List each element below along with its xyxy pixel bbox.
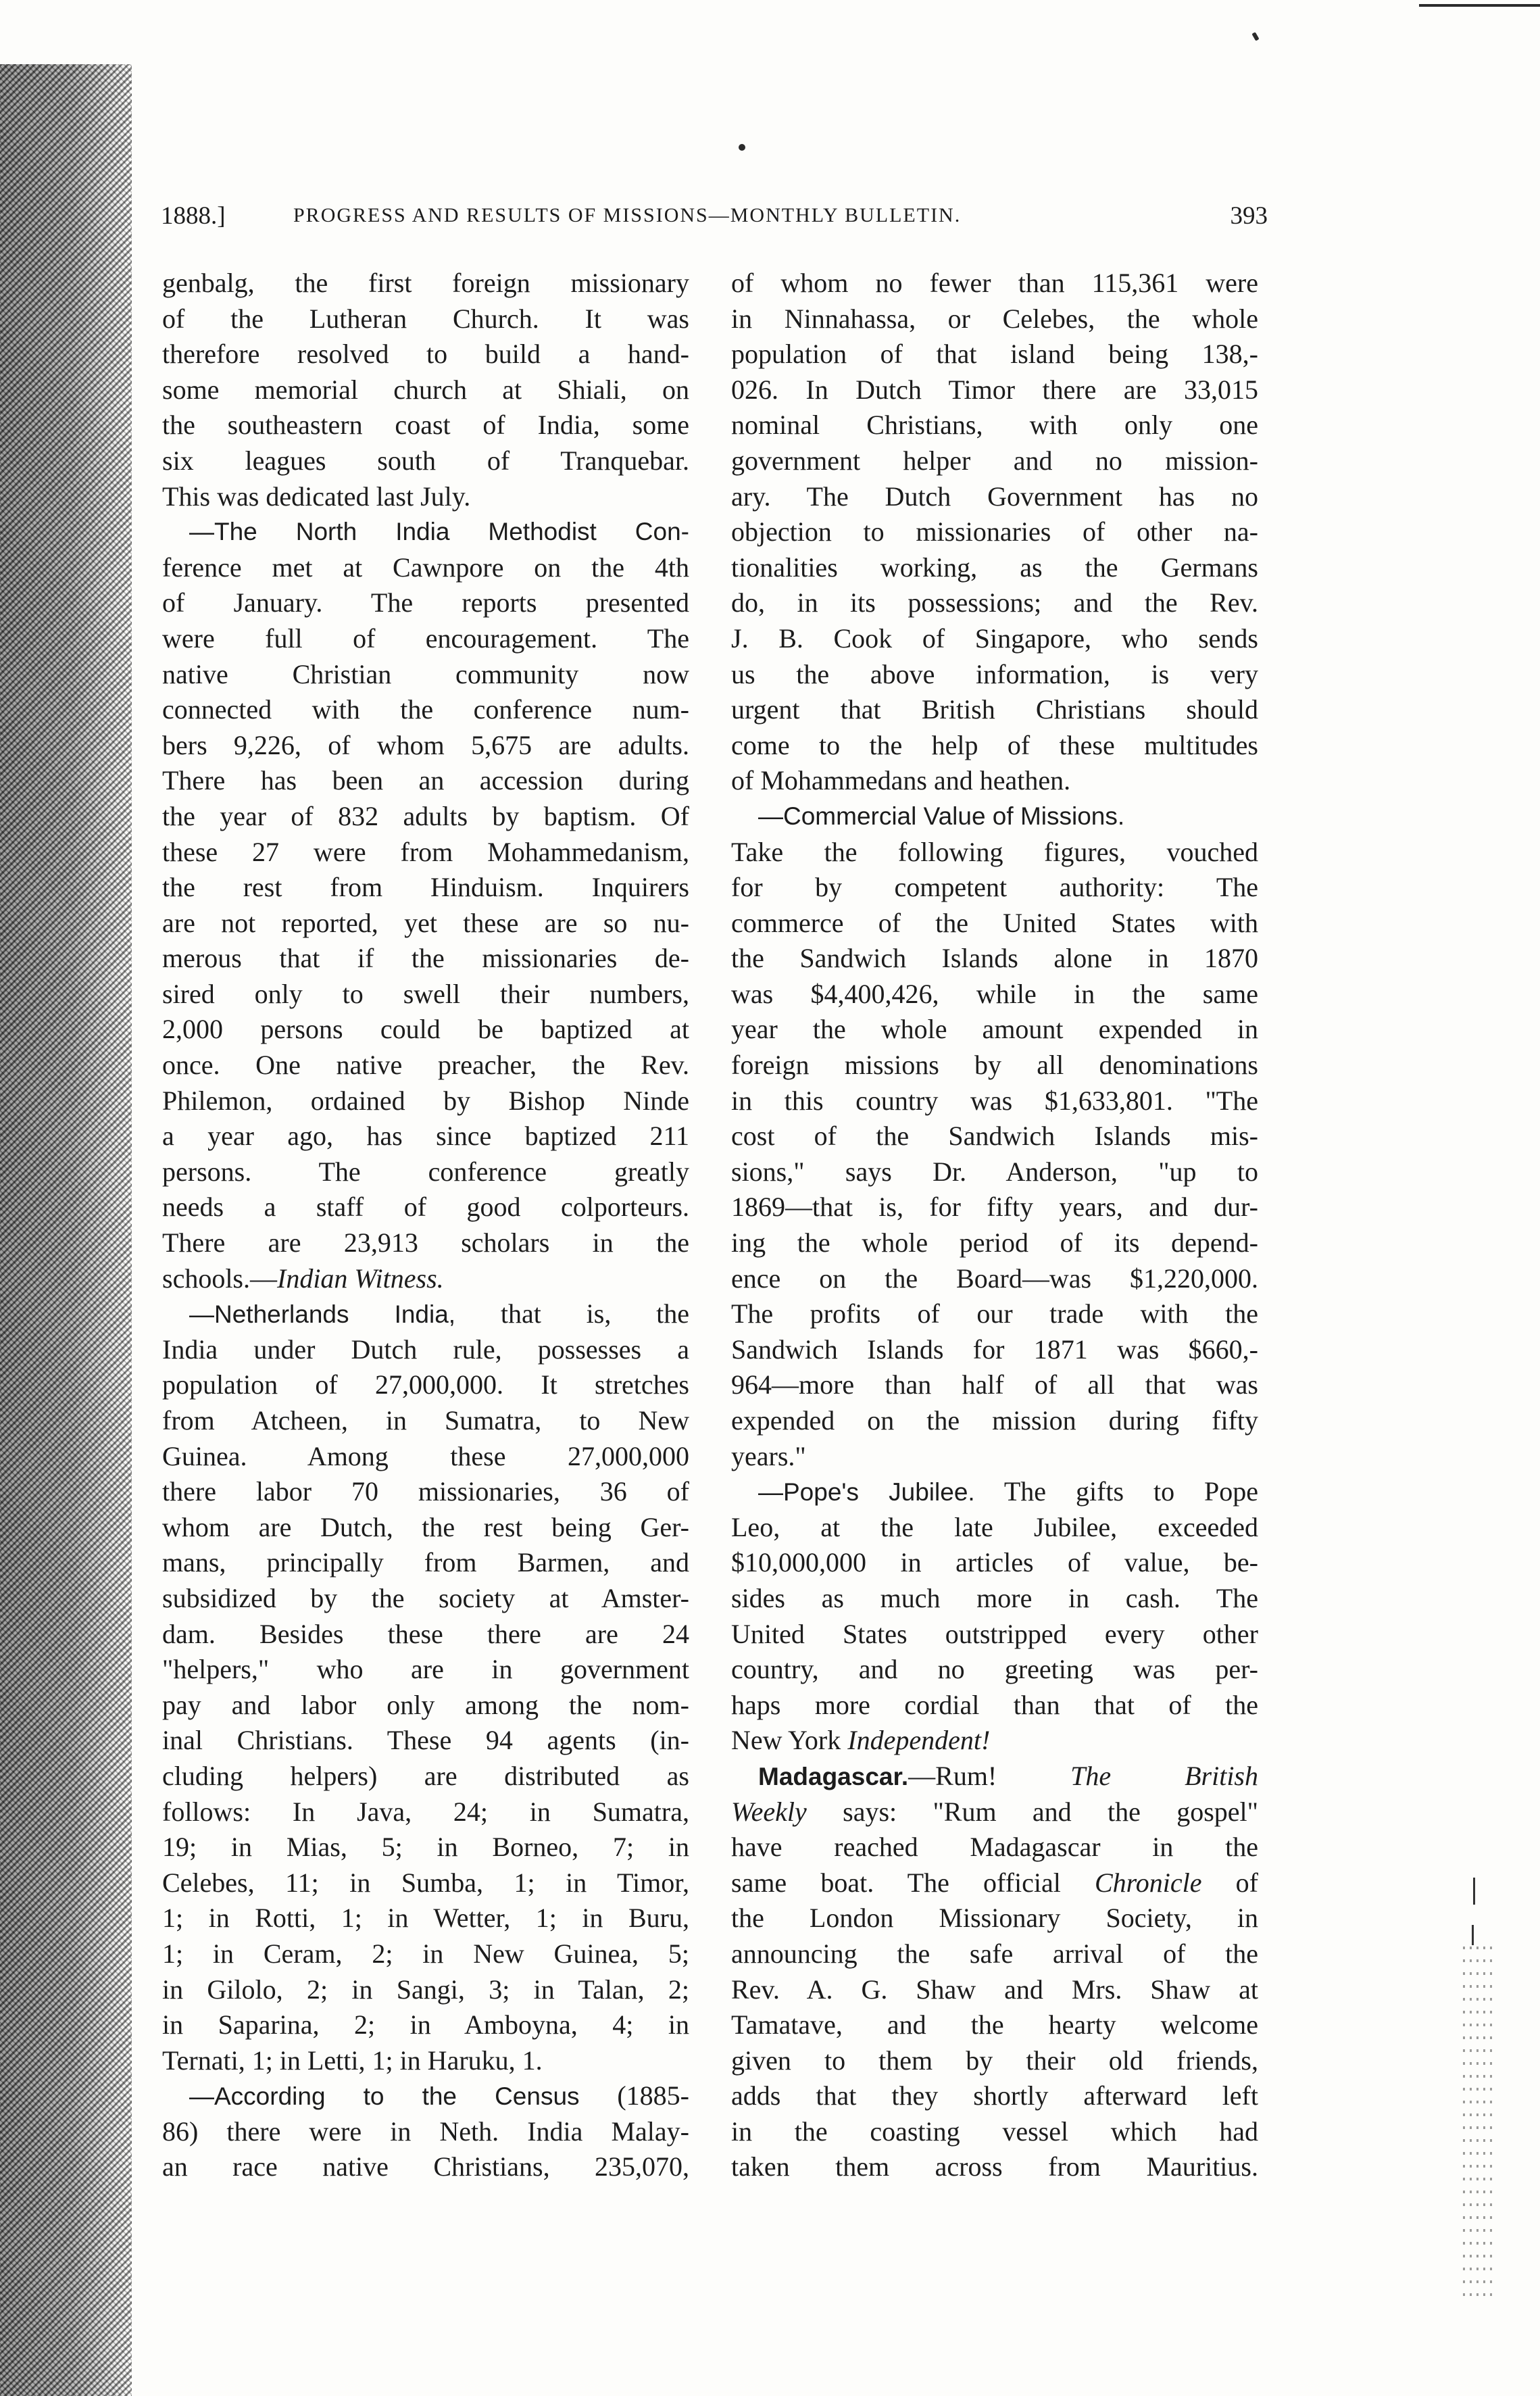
text-line: expended on the mission during fifty	[731, 1405, 1258, 1436]
section-heading-popes-jubilee: —Pope's Jubilee.	[758, 1478, 975, 1507]
text-line: are not reported, yet these are so nu-	[162, 907, 689, 938]
text-line-citation	[162, 1261, 689, 1297]
text-line: nominal Christians, with only one	[731, 410, 1258, 441]
text-line: Leo, at the late Jubilee, exceeded	[731, 1511, 1258, 1542]
text-line: connected with the conference num-	[162, 694, 689, 725]
text-line: 964—more than half of all that was	[731, 1369, 1258, 1400]
scan-margin-mark	[1473, 1878, 1475, 1905]
text-line: sions," says Dr. Anderson, "up to	[731, 1156, 1258, 1187]
text-line: a year ago, has since baptized 211	[162, 1121, 689, 1152]
scan-margin-noise	[1463, 1947, 1497, 2298]
text-line: objection to missionaries of other na-	[731, 516, 1258, 547]
text-line: subsidized by the society at Amster-	[162, 1582, 689, 1613]
text-line: us the above information, is very	[731, 658, 1258, 689]
text-run: (1885-	[579, 2080, 689, 2111]
text-line: The profits of our trade with the	[731, 1298, 1258, 1329]
scan-speck	[1251, 32, 1259, 41]
text-line: Ternati, 1; in Letti, 1; in Haruku, 1.	[162, 2045, 543, 2076]
text-line-section-start	[162, 1296, 689, 1332]
text-line-citation	[731, 1865, 1258, 1901]
text-run: says: "Rum and the gospel"	[806, 1796, 1258, 1827]
text-line: dam. Besides these there are 24	[162, 1618, 689, 1649]
text-line: of January. The reports presented	[162, 587, 689, 618]
text-line: there labor 70 missionaries, 36 of	[162, 1476, 689, 1507]
text-line: Rev. A. G. Shaw and Mrs. Shaw at	[731, 1974, 1258, 2005]
text-line: persons. The conference greatly	[162, 1156, 689, 1187]
text-line: cost of the Sandwich Islands mis-	[731, 1121, 1258, 1152]
text-line: 2,000 persons could be baptized at	[162, 1014, 689, 1045]
text-line: 19; in Mias, 5; in Borneo, 7; in	[162, 1832, 689, 1863]
right-column	[731, 266, 1258, 2185]
text-line: the rest from Hinduism. Inquirers	[162, 872, 689, 903]
text-line: pay and labor only among the nom-	[162, 1689, 689, 1720]
text-line: come to the help of these multitudes	[731, 729, 1258, 760]
section-heading-commercial-value: —Commercial Value of Missions.	[758, 802, 1125, 830]
text-line: cluding helpers) are distributed as	[162, 1760, 689, 1791]
text-line: in Ninnahassa, or Celebes, the whole	[731, 303, 1258, 334]
text-run: of	[1201, 1867, 1258, 1898]
text-line: follows: In Java, 24; in Sumatra,	[162, 1796, 689, 1827]
text-line: the year of 832 adults by baptism. Of	[162, 800, 689, 831]
text-line: There has been an accession during	[162, 765, 689, 796]
text-line-citation	[731, 1723, 1258, 1759]
text-line: whom are Dutch, the rest being Ger-	[162, 1511, 689, 1542]
text-line: This was dedicated last July.	[162, 481, 471, 512]
text-line: 1869—that is, for fifty years, and dur-	[731, 1192, 1258, 1223]
text-line: an race native Christians, 235,070,	[162, 2151, 689, 2182]
section-heading-netherlands-india: —Netherlands India,	[189, 1300, 456, 1329]
text-line: sired only to swell their numbers,	[162, 978, 689, 1009]
text-run: —Rum!	[908, 1760, 1071, 1791]
text-line: population of 27,000,000. It stretches	[162, 1369, 689, 1400]
text-line: India under Dutch rule, possesses a	[162, 1334, 689, 1365]
text-line: foreign missions by all denominations	[731, 1050, 1258, 1081]
text-line: year the whole amount expended in	[731, 1014, 1258, 1045]
citation-source-weekly: Weekly	[731, 1796, 807, 1827]
text-line: inal Christians. These 94 agents (in-	[162, 1725, 689, 1756]
header-year: 1888.]	[161, 202, 226, 230]
text-line: given to them by their old friends,	[731, 2045, 1258, 2076]
text-line: mans, principally from Barmen, and	[162, 1547, 689, 1578]
running-head	[161, 201, 1268, 242]
citation-prefix: schools.—	[162, 1263, 277, 1294]
text-line: Guinea. Among these 27,000,000	[162, 1440, 689, 1471]
text-line: haps more cordial than that of the	[731, 1689, 1258, 1720]
citation-source-indian-witness: Indian Witness.	[277, 1263, 444, 1294]
section-heading-madagascar: Madagascar.	[758, 1762, 909, 1790]
text-line: merous that if the missionaries de-	[162, 943, 689, 974]
scan-top-rule	[1419, 4, 1540, 7]
text-line: genbalg, the first foreign missionary	[162, 268, 689, 298]
left-column	[162, 266, 689, 2185]
text-line: ference met at Cawnpore on the 4th	[162, 552, 689, 583]
text-line: country, and no greeting was per-	[731, 1654, 1258, 1685]
text-line: 1; in Ceram, 2; in New Guinea, 5;	[162, 1938, 689, 1969]
text-line: from Atcheen, in Sumatra, to New	[162, 1405, 689, 1436]
text-line-section-start	[731, 1474, 1258, 1510]
text-line: for by competent authority: The	[731, 872, 1258, 903]
text-line: commerce of the United States with	[731, 907, 1258, 938]
text-line-section-start	[731, 1759, 1258, 1794]
text-line: in this country was $1,633,801. "The	[731, 1085, 1258, 1116]
text-line: in Gilolo, 2; in Sangi, 3; in Talan, 2;	[162, 1974, 689, 2005]
text-line: adds that they shortly afterward left	[731, 2080, 1258, 2111]
text-line: in the coasting vessel which had	[731, 2116, 1258, 2147]
section-heading-census: —According to the Census	[189, 2082, 580, 2111]
header-title: PROGRESS AND RESULTS OF MISSIONS—MONTHLY BULLETIN.	[293, 204, 962, 226]
text-line: government helper and no mission-	[731, 445, 1258, 476]
text-line: 1; in Rotti, 1; in Wetter, 1; in Buru,	[162, 1903, 689, 1934]
scanned-binding-edge	[0, 64, 132, 2396]
text-line: these 27 were from Mohammedanism,	[162, 836, 689, 867]
scan-margin-mark	[1472, 1925, 1474, 1945]
text-line: Philemon, ordained by Bishop Ninde	[162, 1085, 689, 1116]
text-line-citation	[731, 1794, 1258, 1830]
text-line: do, in its possessions; and the Rev.	[731, 587, 1258, 618]
text-line: ing the whole period of its depend-	[731, 1227, 1258, 1258]
text-line: six leagues south of Tranquebar.	[162, 445, 689, 476]
text-line: needs a staff of good colporteurs.	[162, 1192, 689, 1223]
text-run: same boat. The official	[731, 1867, 1095, 1898]
text-line: 026. In Dutch Timor there are 33,015	[731, 374, 1258, 405]
text-line: some memorial church at Shiali, on	[162, 374, 689, 405]
text-line: urgent that British Christians should	[731, 694, 1258, 725]
text-line: taken them across from Mauritius.	[731, 2151, 1258, 2182]
text-line: the London Missionary Society, in	[731, 1903, 1258, 1934]
text-line: tionalities working, as the Germans	[731, 552, 1258, 583]
text-run: The gifts to Pope	[974, 1476, 1258, 1507]
text-line: United States outstripped every other	[731, 1618, 1258, 1649]
text-line: of Mohammedans and heathen.	[731, 765, 1071, 796]
text-line: of the Lutheran Church. It was	[162, 303, 689, 334]
text-line: sides as much more in cash. The	[731, 1582, 1258, 1613]
text-line: in Saparina, 2; in Amboyna, 4; in	[162, 2009, 689, 2040]
text-line: the southeastern coast of India, some	[162, 410, 689, 441]
text-line: "helpers," who are in government	[162, 1654, 689, 1685]
scan-speck	[739, 144, 745, 151]
text-line: the Sandwich Islands alone in 1870	[731, 943, 1258, 974]
text-line: Tamatave, and the hearty welcome	[731, 2009, 1258, 2040]
text-line: therefore resolved to build a hand-	[162, 339, 689, 370]
text-line: Celebes, 11; in Sumba, 1; in Timor,	[162, 1867, 689, 1898]
text-line: ence on the Board—was $1,220,000.	[731, 1263, 1258, 1294]
text-run: that is, the	[455, 1298, 689, 1329]
citation-source-chronicle: Chronicle	[1095, 1867, 1202, 1898]
text-line: was $4,400,426, while in the same	[731, 978, 1258, 1009]
text-run: New York	[731, 1725, 848, 1756]
text-line: announcing the safe arrival of the	[731, 1938, 1258, 1969]
citation-source-british: The British	[1070, 1760, 1258, 1791]
text-line: of whom no fewer than 115,361 were	[731, 268, 1258, 298]
text-line: years."	[731, 1440, 806, 1471]
text-line: bers 9,226, of whom 5,675 are adults.	[162, 729, 689, 760]
text-line: $10,000,000 in articles of value, be-	[731, 1547, 1258, 1578]
text-line-section-start	[162, 2078, 689, 2114]
text-line: Take the following figures, vouched	[731, 836, 1258, 867]
text-line: native Christian community now	[162, 658, 689, 689]
section-heading-north-india: —The North India Methodist Con-	[189, 518, 689, 546]
text-line: There are 23,913 scholars in the	[162, 1227, 689, 1258]
text-line: Sandwich Islands for 1871 was $660,-	[731, 1334, 1258, 1365]
text-line: have reached Madagascar in the	[731, 1832, 1258, 1863]
text-line: 86) there were in Neth. India Malay-	[162, 2116, 689, 2147]
text-line: once. One native preacher, the Rev.	[162, 1050, 689, 1081]
text-line: were full of encouragement. The	[162, 622, 689, 654]
text-line: ary. The Dutch Government has no	[731, 481, 1258, 512]
page-number: 393	[1230, 202, 1268, 230]
text-line: population of that island being 138,-	[731, 339, 1258, 370]
citation-source-independent: Independent!	[847, 1725, 991, 1756]
text-line: J. B. Cook of Singapore, who sends	[731, 622, 1258, 654]
